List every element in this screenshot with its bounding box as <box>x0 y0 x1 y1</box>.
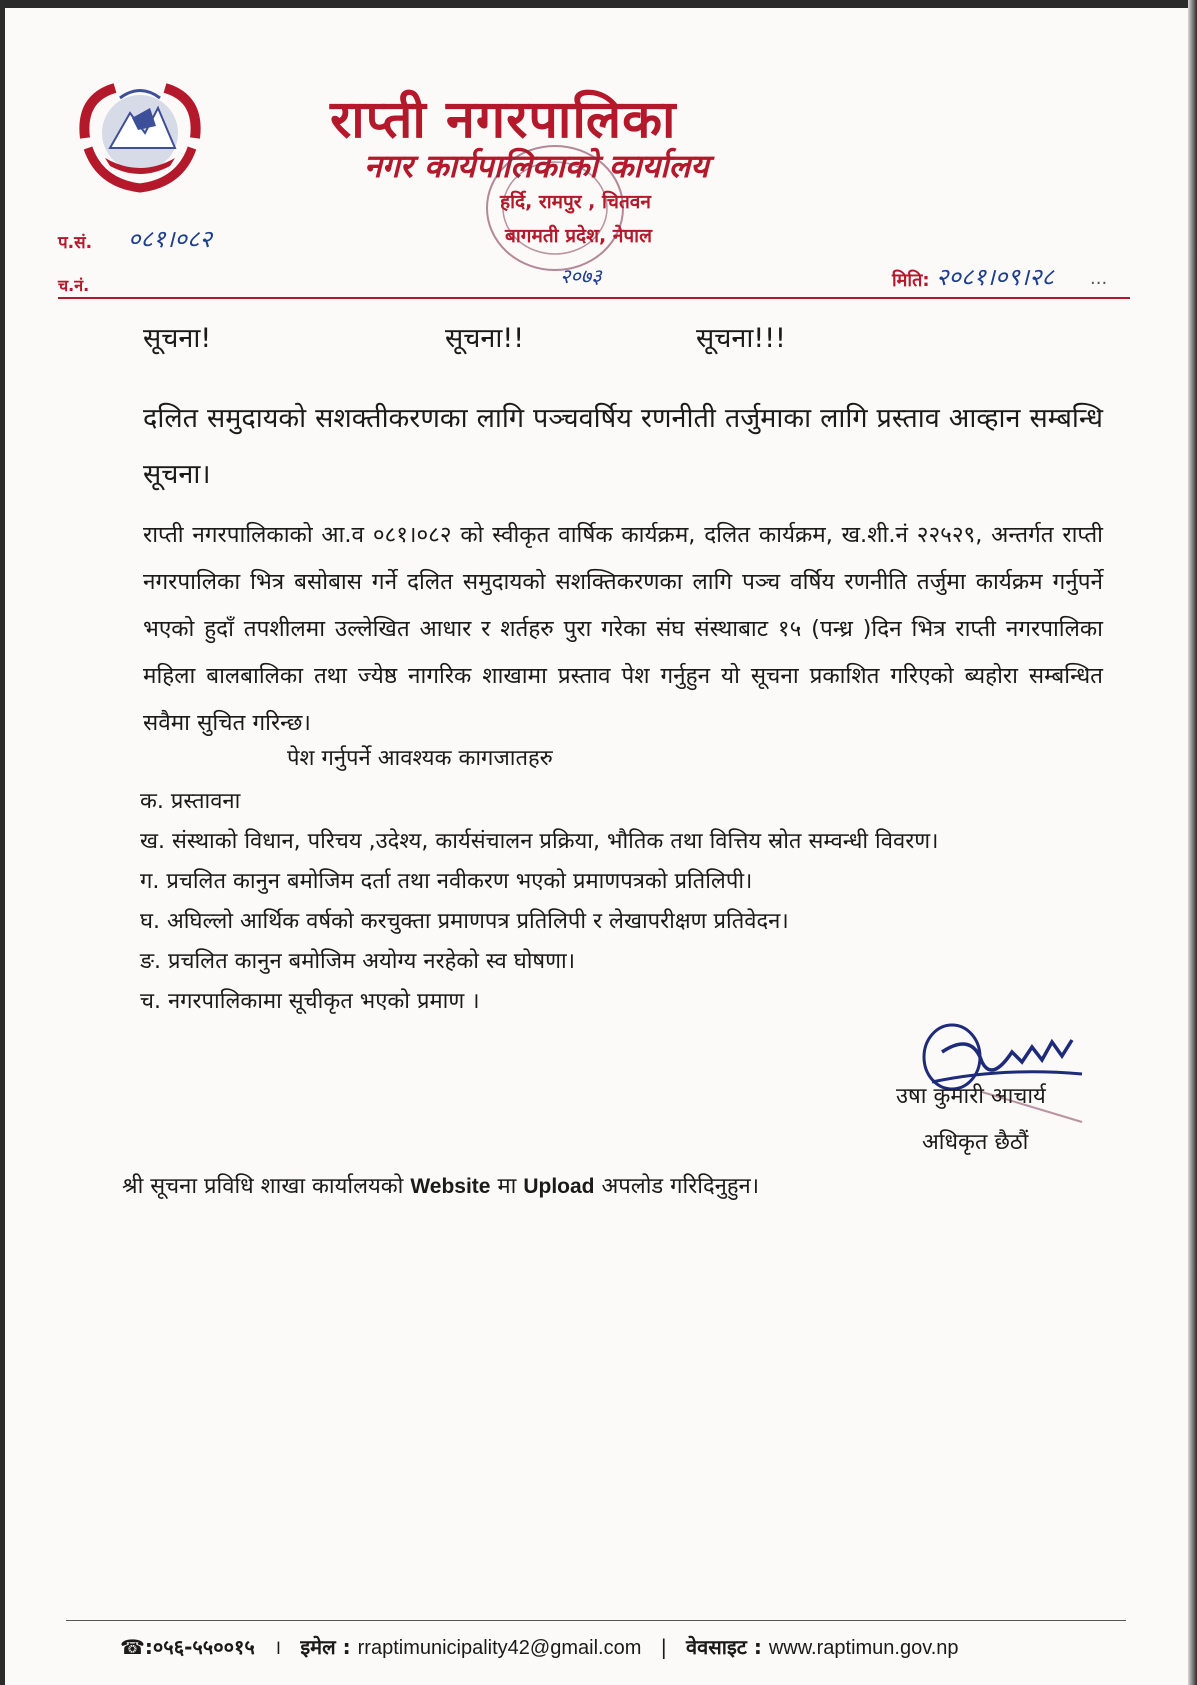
required-documents-list <box>140 782 938 1022</box>
notice-body: राप्ती नगरपालिकाको आ.व ०८१।०८२ को स्वीकृत वार्षिक कार्यक्रम, दलित कार्यक्रम, ख.शी.नं २२५२९, अन्तर्गत राप्ती नगरपालिका भित्र बसोबास गर्ने दलित समुदायको सशक्तिकरणका लागि पञ्च वर्षिय रणनीति तर्जुमा कार्यक्रम गर्नुपर्ने भएको हुदाँ तपशीलमा उल्लेखित आधार र शर्तहरु पुरा गरेका संघ संस्थाबाट १५ (पन्ध्र )दिन भित्र राप्ती नगरपालिका महिला बालबालिका तथा ज्येष्ठ नागरिक शाखामा प्रस्ताव पेश गर्नुहुन यो सूचना प्रकाशित गरिएको ब्यहोरा सम्बन्धित सवैमा सुचित गरिन्छ। <box>143 522 1103 736</box>
footer-email: rraptimunicipality42@gmail.com <box>357 1637 642 1659</box>
list-item: ग. प्रचलित कानुन बमोजिम दर्ता तथा नवीकरण भएको प्रमाणपत्रको प्रतिलिपी। <box>140 869 753 894</box>
footer-phone: ☎:०५६-५५००१५ <box>120 1635 255 1659</box>
address-line-1: हर्दि, रामपुर , चितवन <box>500 191 651 213</box>
reference-label: प.सं. <box>58 233 93 253</box>
header-divider <box>58 297 1130 299</box>
org-name: राप्ती नगरपालिका <box>330 90 677 150</box>
signatory-name: उषा कुमारी आचार्य <box>896 1084 1046 1109</box>
list-item: घ. अघिल्लो आर्थिक वर्षको करचुक्ता प्रमाणपत्र प्रतिलिपी र लेखापरीक्षण प्रतिवेदन। <box>140 909 789 934</box>
footer-separator: । <box>273 1635 282 1659</box>
office-name: नगर कार्यपालिकाको कार्यालय <box>364 147 709 185</box>
upload-instruction <box>122 1170 759 1200</box>
list-item: ख. संस्थाको विधान, परिचय ,उदेश्य, कार्यसंचालन प्रक्रिया, भौतिक तथा वित्तिय स्रोत सम्वन्धी विवरण। <box>140 829 939 854</box>
date-dots: ... <box>1090 268 1108 289</box>
footer-separator: | <box>660 1635 668 1659</box>
upload-upload-word: Upload <box>523 1175 595 1198</box>
footer-website: www.raptimun.gov.np <box>768 1637 959 1659</box>
stamp-year: २०७३ <box>560 264 602 288</box>
date-label: मिति: <box>892 270 930 291</box>
footer-contact <box>120 1633 959 1660</box>
footer-email-label: इमेल : <box>300 1635 351 1659</box>
reference-value: ०८१।०८२ <box>128 225 212 253</box>
notice-heading-1: सूचना! <box>143 323 212 354</box>
required-documents-heading: पेश गर्नुपर्ने आवश्यक कागजातहरु <box>287 746 553 771</box>
scan-left-edge <box>0 0 5 1685</box>
upload-text-after: अपलोड गरिदिनुहुन। <box>594 1174 760 1199</box>
upload-text-before: श्री सूचना प्रविधि शाखा कार्यालयको <box>122 1174 411 1199</box>
upload-website-word: Website <box>410 1175 491 1198</box>
upload-text-middle: मा <box>490 1174 524 1199</box>
list-item: क. प्रस्तावना <box>140 789 241 814</box>
footer-website-label: वेवसाइट : <box>686 1635 762 1659</box>
notice-subject: दलित समुदायको सशक्तीकरणका लागि पञ्चवर्षिय रणनीती तर्जुमाका लागि प्रस्ताव आव्हान सम्बन्धि सूचना। <box>143 403 1103 490</box>
dispatch-label: च.नं. <box>58 276 90 295</box>
list-item: च. नगरपालिकामा सूचीकृत भएको प्रमाण । <box>140 989 480 1014</box>
scan-right-edge <box>1188 0 1197 1685</box>
notice-heading-2: सूचना!! <box>445 323 525 354</box>
address-line-2: बागमती प्रदेश, नेपाल <box>505 225 652 247</box>
notice-heading-3: सूचना!!! <box>696 323 786 354</box>
date-value: २०८१।०९।२८ <box>936 263 1055 291</box>
scan-top-edge <box>0 0 1197 8</box>
nepal-emblem-icon <box>70 78 210 198</box>
footer-divider <box>66 1620 1126 1621</box>
list-item: ङ. प्रचलित कानुन बमोजिम अयोग्य नरहेको स्व घोषणा। <box>140 949 576 974</box>
signatory-title: अधिकृत छैठौं <box>922 1130 1029 1155</box>
